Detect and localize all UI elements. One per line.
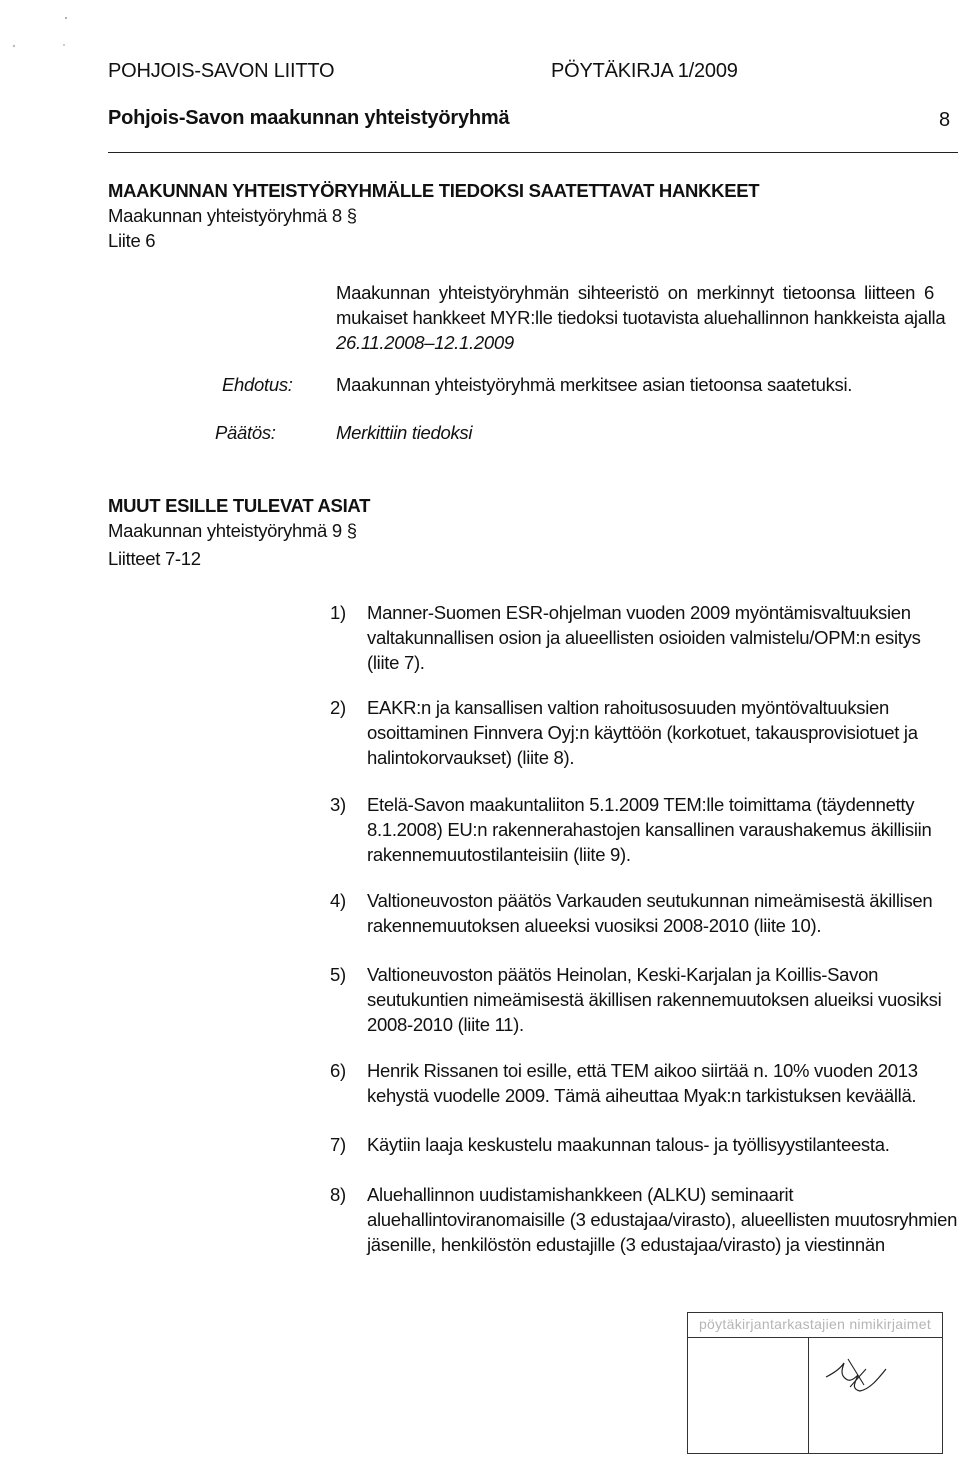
header-rule	[108, 152, 958, 153]
initials-box	[687, 1312, 943, 1454]
list-item-line: valtakunnallisen osion ja alueellisten osioiden valmistelu/OPM:n esitys	[367, 627, 921, 648]
list-item-line: seutukuntien nimeämisestä äkillisen rakennemuutoksen alueiksi vuosiksi	[367, 989, 942, 1010]
list-item-line: kehystä vuodelle 2009. Tämä aiheuttaa Myak:n tarkistuksen keväällä.	[367, 1085, 917, 1106]
list-item-line: Aluehallinnon uudistamishankkeen (ALKU) seminaarit	[367, 1184, 794, 1205]
initials-box-column-divider	[808, 1337, 809, 1453]
document-title: PÖYTÄKIRJA 1/2009	[551, 60, 738, 82]
proposal-text: Maakunnan yhteistyöryhmä merkitsee asian tietoonsa saatetuksi.	[336, 374, 853, 395]
initials-box-divider	[688, 1337, 942, 1338]
list-item-line: osoittaminen Finnvera Oyj:n käyttöön (korkotuet, takausprovisiotuet ja	[367, 722, 918, 743]
section1-text-line: mukaiset hankkeet MYR:lle tiedoksi tuotavista aluehallinnon hankkeista ajalla	[336, 307, 946, 328]
body-name: Pohjois-Savon maakunnan yhteistyöryhmä	[108, 107, 510, 129]
list-item-number: 8)	[330, 1184, 346, 1205]
list-item-line: 8.1.2008) EU:n rakennerahastojen kansallinen varaushakemus äkillisiin	[367, 819, 932, 840]
section1-reference: Maakunnan yhteistyöryhmä 8 §	[108, 205, 357, 226]
list-item-number: 3)	[330, 794, 346, 815]
list-item-line: (liite 7).	[367, 652, 425, 673]
decision-label: Päätös:	[215, 422, 276, 443]
list-item-line: rakennemuutostilanteisiin (liite 9).	[367, 844, 631, 865]
initials-box-caption: pöytäkirjantarkastajien nimikirjaimet	[698, 1316, 932, 1332]
section1-attachment: Liite 6	[108, 230, 156, 251]
section1-text-line: 26.11.2008–12.1.2009	[336, 332, 514, 353]
list-item-line: Valtioneuvoston päätös Heinolan, Keski-Karjalan ja Koillis-Savon	[367, 964, 879, 985]
list-item-line: Henrik Rissanen toi esille, että TEM aikoo siirtää n. 10% vuoden 2013	[367, 1060, 918, 1081]
list-item-line: aluehallintoviranomaisille (3 edustajaa/virasto), alueellisten muutosryhmien	[367, 1209, 958, 1230]
scan-specks	[0, 0, 120, 60]
section2-reference: Maakunnan yhteistyöryhmä 9 §	[108, 520, 357, 541]
initials-signature	[820, 1351, 900, 1401]
decision-text: Merkittiin tiedoksi	[336, 422, 473, 443]
list-item-line: rakennemuutoksen alueeksi vuosiksi 2008-2010 (liite 10).	[367, 915, 822, 936]
list-item-line: Manner-Suomen ESR-ohjelman vuoden 2009 myöntämisvaltuuksien	[367, 602, 911, 623]
list-item-number: 6)	[330, 1060, 346, 1081]
list-item-line: 2008-2010 (liite 11).	[367, 1014, 524, 1035]
section1-text	[336, 280, 945, 355]
list-item-line: Etelä-Savon maakuntaliiton 5.1.2009 TEM:lle toimittama (täydennetty	[367, 794, 915, 815]
list-item-line: Valtioneuvoston päätös Varkauden seutukunnan nimeämisestä äkillisen	[367, 890, 933, 911]
proposal-label: Ehdotus:	[222, 374, 293, 395]
list-item-number: 2)	[330, 697, 346, 718]
section1-title: MAAKUNNAN YHTEISTYÖRYHMÄLLE TIEDOKSI SAATETTAVAT HANKKEET	[108, 180, 760, 201]
page-number: 8	[939, 109, 950, 131]
section1-text-line: Maakunnan yhteistyöryhmän sihteeristö on merkinnyt tietoonsa liitteen 6	[336, 282, 934, 303]
org-name: POHJOIS-SAVON LIITTO	[108, 60, 335, 82]
list-item-number: 4)	[330, 890, 346, 911]
list-item-line: jäsenille, henkilöstön edustajille (3 edustajaa/virasto) ja viestinnän	[367, 1234, 885, 1255]
list-item-line: Käytiin laaja keskustelu maakunnan talous- ja työllisyystilanteesta.	[367, 1134, 890, 1155]
list-item-number: 1)	[330, 602, 346, 623]
section2-title: MUUT ESILLE TULEVAT ASIAT	[108, 495, 371, 516]
section2-attachments: Liitteet 7-12	[108, 548, 201, 569]
list-item-number: 5)	[330, 964, 346, 985]
list-item-number: 7)	[330, 1134, 346, 1155]
list-item-line: halintokorvaukset) (liite 8).	[367, 747, 575, 768]
list-item-line: EAKR:n ja kansallisen valtion rahoitusosuuden myöntövaltuuksien	[367, 697, 890, 718]
